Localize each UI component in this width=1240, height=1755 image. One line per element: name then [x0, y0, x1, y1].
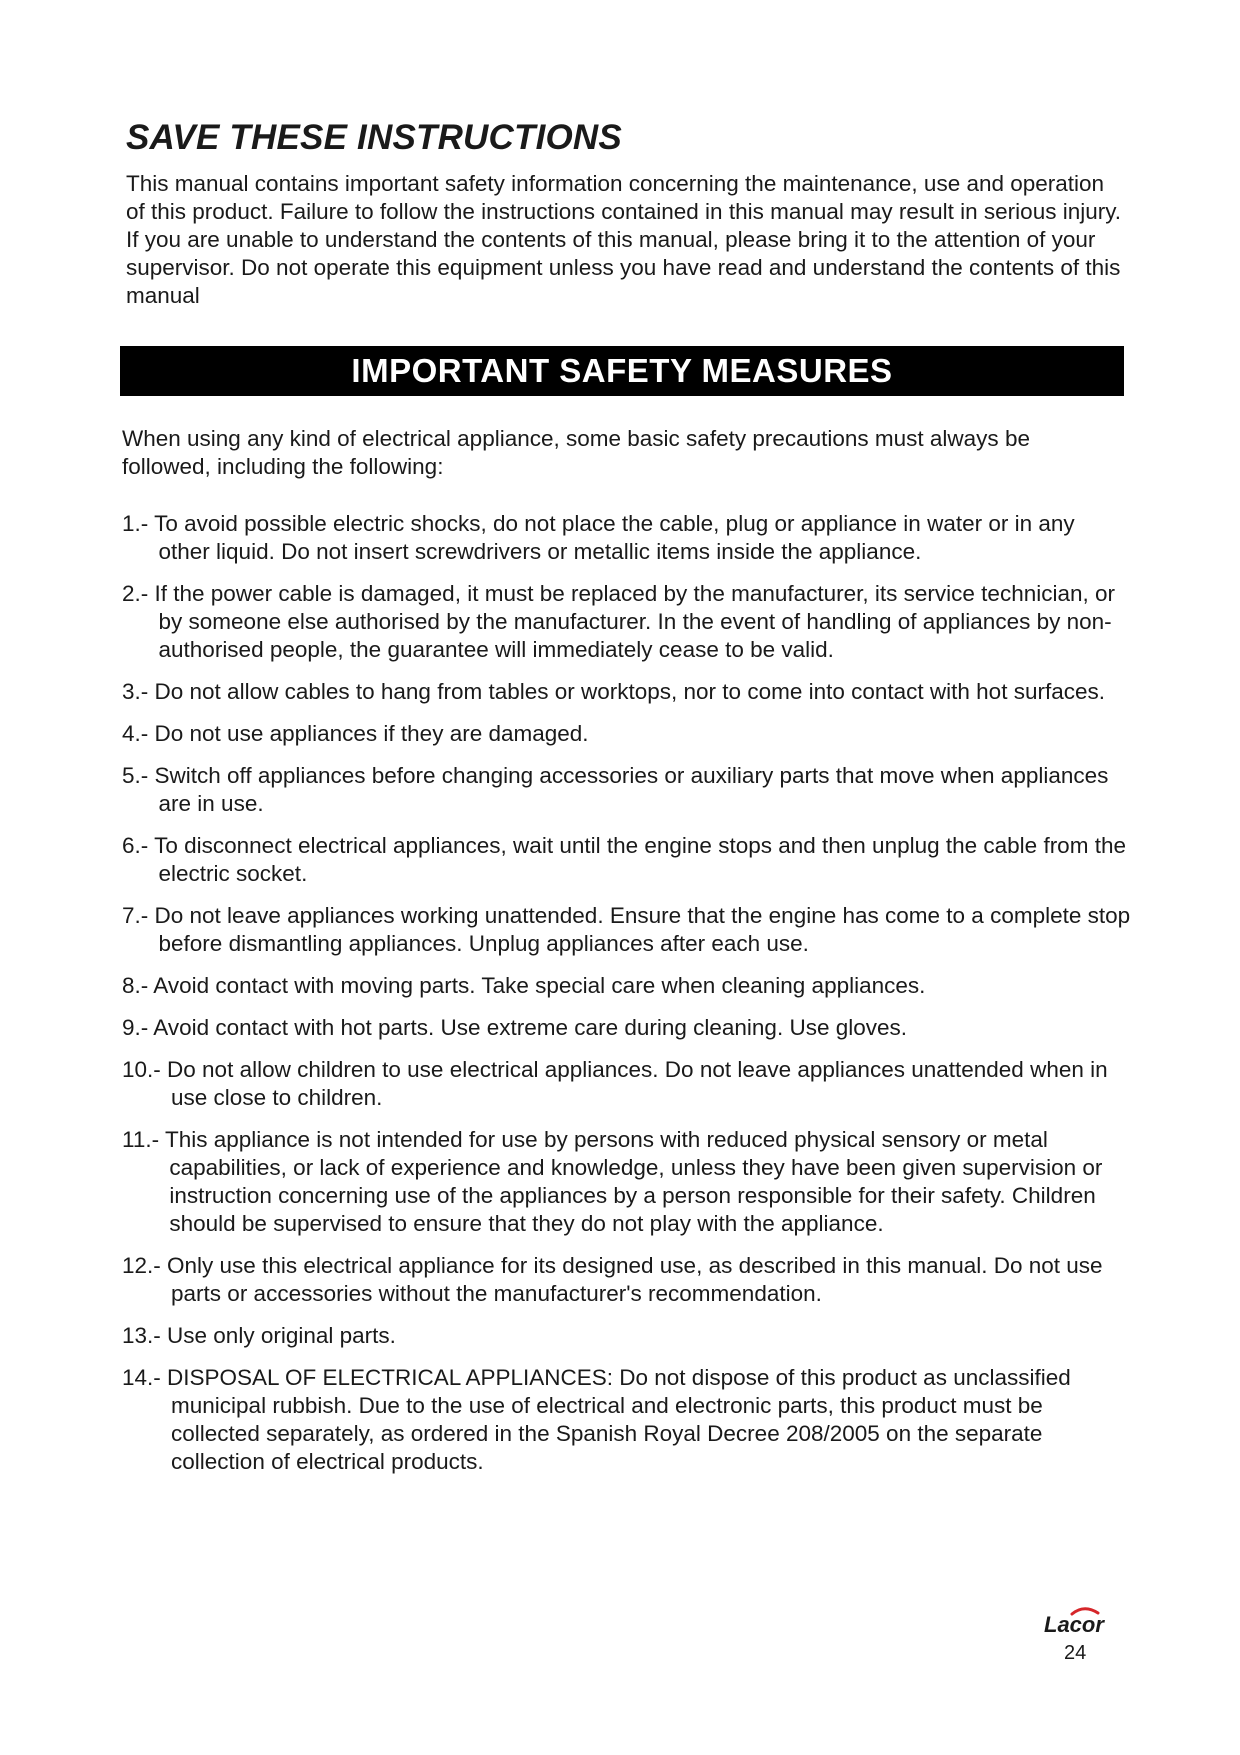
safety-item	[122, 1322, 1132, 1350]
safety-item	[122, 902, 1132, 958]
item-text: DISPOSAL OF ELECTRICAL APPLIANCES: Do not dispose of this product as unclassified municipal rubbish. Due to the use of electrical and electronic parts, this product must be collected separately, as ordered in the Spanish Royal Decree 208/2005 on the separate collection of electrical products.	[167, 1365, 1071, 1474]
item-number: 14.-	[122, 1365, 168, 1390]
item-text: If the power cable is damaged, it must be replaced by the manufacturer, its service technician, or by someone else authorised by the manufacturer. In the event of handling of appliances by non-authorised people, the guarantee will immediately cease to be valid.	[154, 581, 1116, 662]
safety-item	[122, 1364, 1132, 1476]
item-number: 9.-	[122, 1015, 154, 1040]
item-text: Do not use appliances if they are damaged.	[154, 721, 589, 746]
item-text: This appliance is not intended for use by persons with reduced physical sensory or metal capabilities, or lack of experience and knowledge, unless they have been given supervision or instruction concerning use of the appliances by a person responsible for their safety. Children should be supervised to ensure that they do not play with the appliance.	[164, 1127, 1103, 1236]
safety-item	[122, 1014, 1132, 1042]
item-text: To disconnect electrical appliances, wait until the engine stops and then unplug the cable from the electric socket.	[154, 833, 1126, 886]
item-text: Do not leave appliances working unattended. Ensure that the engine has come to a complete stop before dismantling appliances. Unplug appliances after each use.	[154, 903, 1131, 956]
page-title: SAVE THESE INSTRUCTIONS	[126, 118, 622, 157]
safety-item	[122, 678, 1132, 706]
item-number: 2.-	[122, 581, 155, 606]
item-text: Only use this electrical appliance for its designed use, as described in this manual. Do not use parts or accessories without the manufacturer's recommendation.	[167, 1253, 1103, 1306]
item-number: 4.-	[122, 721, 155, 746]
item-number: 11.-	[122, 1127, 165, 1152]
safety-item	[122, 1126, 1132, 1238]
section-heading: IMPORTANT SAFETY MEASURES	[351, 352, 893, 389]
item-number: 6.-	[122, 833, 155, 858]
lacor-logo	[1042, 1605, 1122, 1635]
item-number: 13.-	[122, 1323, 168, 1348]
section-banner	[120, 346, 1124, 396]
safety-list	[122, 510, 1132, 1476]
item-number: 5.-	[122, 763, 155, 788]
safety-item	[122, 972, 1132, 1000]
safety-item	[122, 1056, 1132, 1112]
safety-item	[122, 720, 1132, 748]
safety-item	[122, 762, 1132, 818]
item-number: 3.-	[122, 679, 155, 704]
safety-item	[122, 510, 1132, 566]
item-text: To avoid possible electric shocks, do not place the cable, plug or appliance in water or in any other liquid. Do not insert screwdrivers or metallic items inside the appliance.	[154, 511, 1075, 564]
item-text: Use only original parts.	[167, 1323, 396, 1348]
item-text: Do not allow cables to hang from tables or worktops, nor to come into contact with hot surfaces.	[154, 679, 1105, 704]
item-number: 7.-	[122, 903, 155, 928]
lead-paragraph: When using any kind of electrical appliance, some basic safety precautions must always be followed, including the following:	[122, 426, 1030, 479]
item-text: Switch off appliances before changing accessories or auxiliary parts that move when appliances are in use.	[154, 763, 1109, 816]
intro-paragraph: This manual contains important safety information concerning the maintenance, use and operation of this product. Failure to follow the instructions contained in this manual may result in serious injury. If you are unable to understand the contents of this manual, please bring it to the attention of your supervisor. Do not operate this equipment unless you have read and understand the contents of this manual	[126, 171, 1122, 308]
item-number: 12.-	[122, 1253, 168, 1278]
item-number: 1.-	[122, 511, 155, 536]
safety-item	[122, 832, 1132, 888]
item-number: 8.-	[122, 973, 154, 998]
safety-item	[122, 580, 1132, 664]
safety-item	[122, 1252, 1132, 1308]
item-text: Avoid contact with hot parts. Use extreme care during cleaning. Use gloves.	[153, 1015, 907, 1040]
page-number: 24	[1064, 1642, 1087, 1664]
item-number: 10.-	[122, 1057, 168, 1082]
logo-wordmark: Lacor	[1044, 1612, 1104, 1635]
item-text: Do not allow children to use electrical appliances. Do not leave appliances unattended when in use close to children.	[167, 1057, 1108, 1110]
item-text: Avoid contact with moving parts. Take special care when cleaning appliances.	[153, 973, 926, 998]
